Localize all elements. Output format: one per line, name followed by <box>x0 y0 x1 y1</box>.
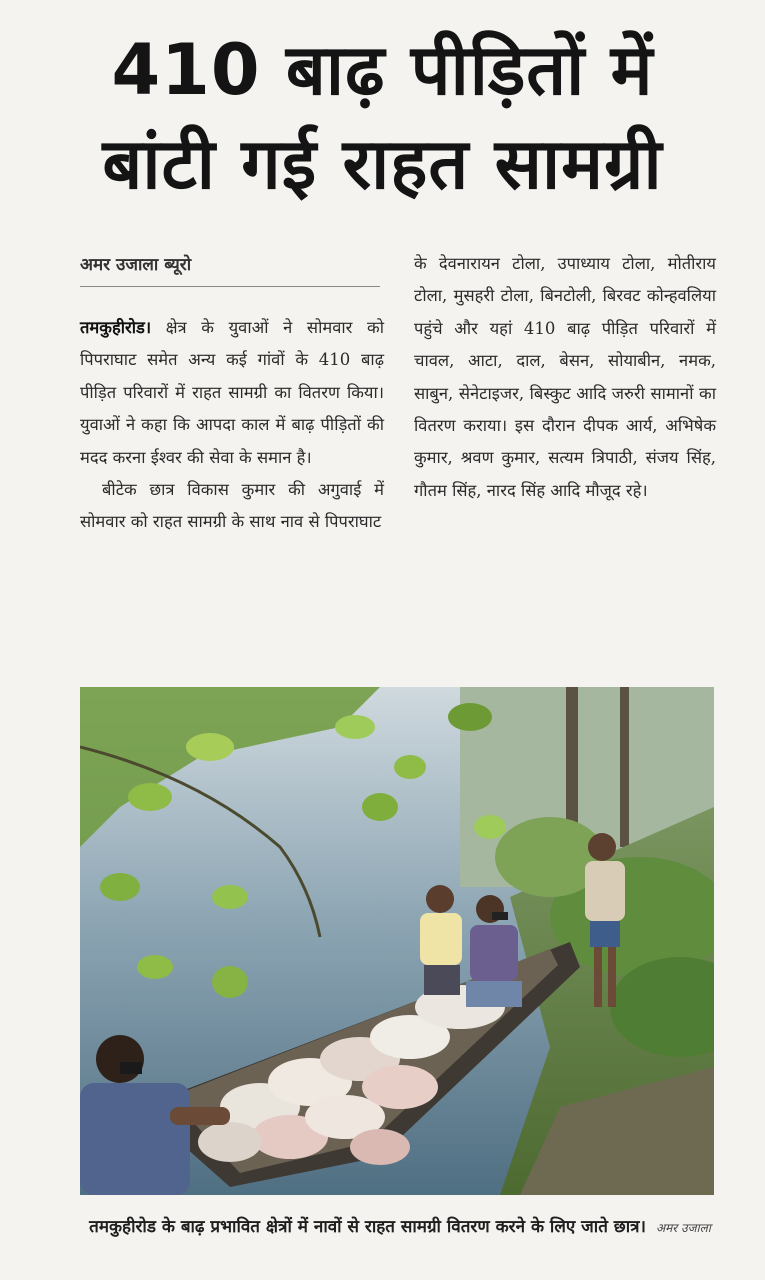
tree-trunk <box>620 687 629 847</box>
headline-line-1: 410 बाढ़ पीड़ितों में <box>111 29 654 111</box>
article-paragraph-1 <box>80 312 384 474</box>
article-dateline: तमकुहीरोड। <box>80 318 152 337</box>
boat-relief-photo-illustration <box>80 687 714 1195</box>
photo-caption <box>60 1212 740 1243</box>
photo-credit: अमर उजाला <box>655 1221 711 1235</box>
article-paragraph-2-continued: के देवनारायन टोला, उपाध्याय टोला, मोतीराय टोला, मुसहरी टोला, बिनटोली, बिरवट कोन्हवलिया पहुंचे और यहां 410 बाढ़ पीड़ित परिवारों में चावल, आटा, दाल, बेसन, सोयाबीन, नमक, साबुन, सेनेटाइजर, बिस्कुट आदि जरुरी सामानों का वितरण कराया। इस दौरान दीपक आर्य, अभिषेक कुमार, श्रवण कुमार, सत्यम त्रिपाठी, संजय सिंह, गौतम सिंह, नारद सिंह आदि मौजूद रहे। <box>414 254 716 500</box>
article-paragraph-2: बीटेक छात्र विकास कुमार की अगुवाई में सोमवार को राहत सामग्री के साथ नाव से पिपराघाट <box>80 480 384 532</box>
article-column-left <box>80 312 384 539</box>
byline-divider <box>80 286 380 287</box>
headline-line-2: बांटी गई राहत सामग्री <box>102 123 663 205</box>
article-paragraph-1-text: क्षेत्र के युवाओं ने सोमवार को पिपराघाट समेत अन्य कई गांवों के 410 बाढ़ पीड़ित परिवारों में राहत सामग्री का वितरण किया। युवाओं ने कहा कि आपदा काल में बाढ़ पीड़ितों की मदद करना ईश्वर की सेवा के समान है। <box>80 318 384 467</box>
photo-caption-text: तमकुहीरोड के बाढ़ प्रभावित क्षेत्रों में नावों से राहत सामग्री वितरण करने के लिए जाते छात्र। <box>89 1217 646 1237</box>
byline: अमर उजाला ब्यूरो <box>80 255 192 275</box>
news-photo <box>80 687 714 1195</box>
article-column-right <box>414 248 716 507</box>
